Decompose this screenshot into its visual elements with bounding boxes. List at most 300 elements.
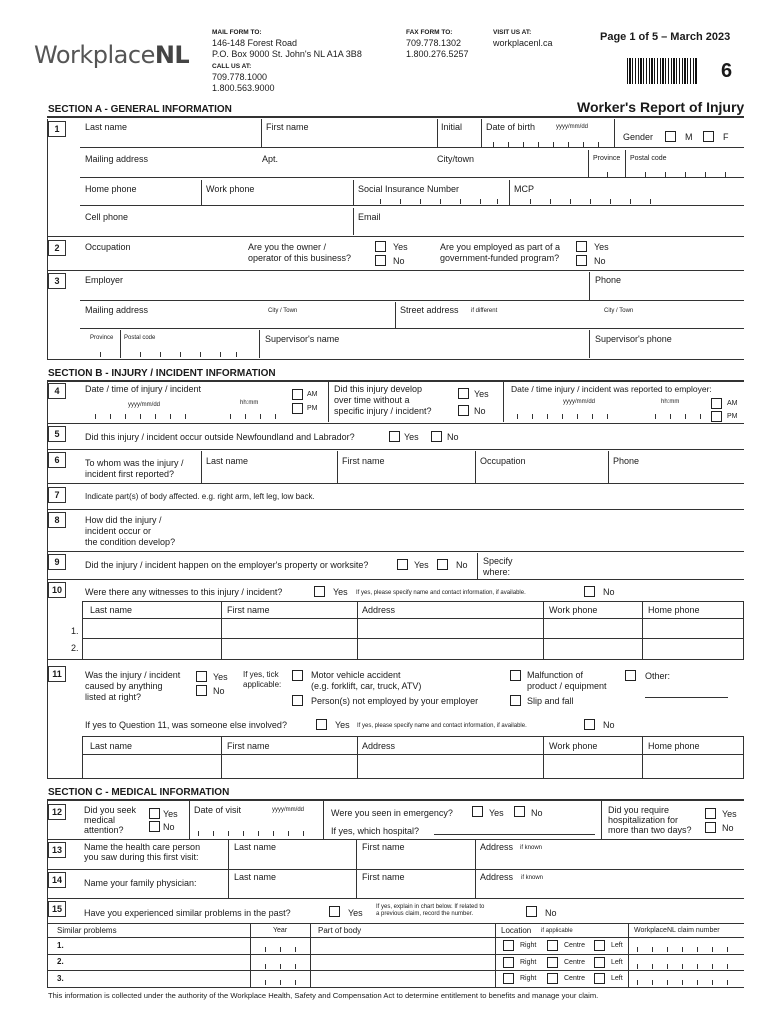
property-yes-checkbox[interactable] — [397, 559, 408, 570]
tick — [273, 831, 274, 836]
tick — [265, 964, 266, 969]
witness-col-work-phone: Work phone — [549, 605, 598, 615]
divider — [642, 601, 643, 659]
rule — [47, 270, 744, 271]
col-location: Location — [501, 926, 532, 935]
row3-centre-label: Centre — [564, 975, 586, 982]
tick — [303, 831, 304, 836]
tick — [650, 199, 651, 204]
tick — [697, 947, 698, 952]
witnesses-label: Were there any witnesses to this injury / incident? — [85, 587, 283, 597]
caused-by-line2: caused by anything — [85, 681, 163, 691]
divider — [221, 736, 222, 778]
gender-label: Gender — [623, 132, 654, 142]
witness-col-address: Address — [362, 605, 396, 615]
row3-right-label: Right — [520, 975, 537, 982]
involved-col-address: Address — [362, 741, 396, 751]
family-physician-label: Name your family physician: — [84, 878, 197, 888]
someone-yes-checkbox[interactable] — [316, 719, 327, 730]
tick — [610, 199, 611, 204]
mail-line2: P.O. Box 9000 St. John's NL A1A 3B8 — [212, 49, 362, 59]
tick — [295, 980, 296, 985]
tick — [682, 980, 683, 985]
rule — [82, 618, 744, 619]
footer-notice: This information is collected under the authority of the Workplace Health, Safety and Compensation Act to determine entitlement to benefits and manage your claim. — [48, 991, 599, 1000]
outside-nl-no-checkbox[interactable] — [431, 431, 442, 442]
owner-yes-checkbox[interactable] — [375, 241, 386, 252]
tick — [652, 964, 653, 969]
caused-by-line3: listed at right? — [85, 692, 142, 702]
cell-phone-label: Cell phone — [85, 212, 129, 222]
row2-left-checkbox[interactable] — [594, 957, 605, 968]
similar-row-1: 1. — [57, 941, 64, 950]
logo-brand-bold: NL — [154, 41, 190, 69]
hospital-label: If yes, which hospital? — [331, 826, 420, 836]
tick — [517, 414, 518, 419]
develop-yes-checkbox[interactable] — [458, 388, 469, 399]
divider — [120, 330, 121, 358]
body-parts-label: Indicate part(s) of body affected. e.g. right arm, left leg, low back. — [85, 492, 315, 501]
tick — [592, 414, 593, 419]
reported-am-label: AM — [727, 400, 738, 407]
col-year: Year — [273, 927, 288, 934]
owner-no-label: No — [393, 256, 405, 266]
caused-by-yes-checkbox[interactable] — [196, 671, 207, 682]
barcode — [627, 58, 697, 84]
hospitalization-line1: Did you require — [608, 805, 670, 815]
witnesses-yes-label: Yes — [333, 587, 348, 597]
row1-right-label: Right — [520, 942, 537, 949]
tick — [236, 352, 237, 357]
province-label: Province — [593, 155, 621, 162]
row2-right-checkbox[interactable] — [503, 957, 514, 968]
divider — [250, 923, 251, 987]
specify-line2: where: — [483, 567, 511, 577]
tick — [497, 199, 498, 204]
outside-nl-label: Did this injury / incident occur outside Newfoundland and Labrador? — [85, 432, 355, 442]
tick — [682, 947, 683, 952]
row3-right-checkbox[interactable] — [503, 973, 514, 984]
divider — [614, 119, 615, 147]
section-a-rule — [47, 116, 744, 118]
seek-yes-checkbox[interactable] — [149, 808, 160, 819]
divider — [357, 601, 358, 659]
row2-right-label: Right — [520, 959, 537, 966]
tick — [265, 947, 266, 952]
divider — [356, 870, 357, 898]
tick — [562, 414, 563, 419]
caused-by-no-label: No — [213, 686, 225, 696]
involved-col-last: Last name — [90, 741, 133, 751]
tick — [228, 831, 229, 836]
injury-date-format: yyyy/mm/dd — [128, 402, 161, 408]
divider — [221, 601, 222, 659]
divider — [323, 801, 324, 839]
sin-label: Social Insurance Number — [358, 184, 460, 194]
row1-left-checkbox[interactable] — [594, 940, 605, 951]
divider — [189, 801, 190, 839]
row1-right-checkbox[interactable] — [503, 940, 514, 951]
rule — [47, 483, 744, 484]
seek-line1: Did you seek — [84, 805, 137, 815]
injury-am-checkbox[interactable] — [292, 389, 303, 400]
tick — [577, 414, 578, 419]
divider — [261, 119, 262, 147]
tick — [630, 199, 631, 204]
employer-city-label: City / Town — [268, 308, 298, 314]
tick — [712, 947, 713, 952]
health-care-line2: you saw during this first visit: — [84, 852, 199, 862]
tick — [213, 831, 214, 836]
tick — [570, 199, 571, 204]
tick — [198, 831, 199, 836]
divider — [503, 382, 504, 422]
divider — [228, 870, 229, 898]
divider — [543, 736, 544, 778]
hospitalization-line3: more than two days? — [608, 825, 692, 835]
row2-left-label: Left — [611, 959, 623, 966]
divider — [395, 302, 396, 328]
malfunction-checkbox[interactable] — [510, 670, 521, 681]
tick — [712, 964, 713, 969]
section-c-title: SECTION C - MEDICAL INFORMATION — [48, 787, 230, 798]
tick — [258, 831, 259, 836]
divider — [543, 601, 544, 659]
gov-yes-label: Yes — [594, 242, 609, 252]
tick — [532, 414, 533, 419]
reported-to-occupation: Occupation — [480, 456, 526, 466]
q4-number: 4 — [48, 383, 66, 399]
tick — [530, 199, 531, 204]
involved-col-first: First name — [227, 741, 270, 751]
witness-col-home-phone: Home phone — [648, 605, 700, 615]
row3-centre-checkbox[interactable] — [547, 973, 558, 984]
similar-no-checkbox[interactable] — [526, 906, 537, 917]
divider — [475, 451, 476, 483]
occupation-label: Occupation — [85, 242, 131, 252]
divider — [353, 180, 354, 205]
develop-no-checkbox[interactable] — [458, 405, 469, 416]
row1-left-label: Left — [611, 942, 623, 949]
tick — [637, 947, 638, 952]
witnesses-no-checkbox[interactable] — [584, 586, 595, 597]
hospitalization-no-checkbox[interactable] — [705, 822, 716, 833]
mailing-address-label: Mailing address — [85, 154, 149, 164]
section-b-rule — [47, 380, 744, 382]
witness-col-first: First name — [227, 605, 270, 615]
how-occurred-line1: How did the injury / — [85, 515, 162, 525]
rule — [82, 754, 744, 755]
other-checkbox[interactable] — [625, 670, 636, 681]
reported-am-checkbox[interactable] — [711, 398, 722, 409]
tick — [697, 964, 698, 969]
gov-question-line1: Are you employed as part of a — [440, 242, 561, 252]
mva-checkbox[interactable] — [292, 670, 303, 681]
witnesses-no-label: No — [603, 587, 615, 597]
similar-no-label: No — [545, 908, 557, 918]
row2-centre-label: Centre — [564, 959, 586, 966]
tick — [243, 831, 244, 836]
tick — [140, 352, 141, 357]
rule — [47, 898, 744, 899]
mail-label: MAIL FORM TO: — [212, 29, 262, 36]
how-occurred-line2: incident occur or — [85, 526, 152, 536]
divider — [481, 119, 482, 147]
rule — [82, 638, 744, 639]
involved-col-work-phone: Work phone — [549, 741, 598, 751]
mva-line1: Motor vehicle accident — [311, 670, 401, 680]
tick — [170, 414, 171, 419]
dob-label: Date of birth — [486, 122, 536, 132]
divider — [589, 330, 590, 358]
seek-no-checkbox[interactable] — [149, 821, 160, 832]
street-address-label: Street address — [400, 305, 459, 315]
divider — [628, 923, 629, 987]
owner-question-line2: operator of this business? — [248, 253, 352, 263]
reported-to-last-name: Last name — [206, 456, 249, 466]
property-no-checkbox[interactable] — [437, 559, 448, 570]
slip-fall-checkbox[interactable] — [510, 695, 521, 706]
reported-to-phone: Phone — [613, 456, 640, 466]
employer-postal-label: Postal code — [124, 335, 156, 341]
q1-number: 1 — [48, 121, 66, 137]
tick — [670, 414, 671, 419]
divider — [82, 601, 83, 659]
similar-note-line1: If yes, explain in chart below. If related to — [376, 904, 485, 910]
seek-line3: attention? — [84, 825, 124, 835]
initial-label: Initial — [441, 122, 463, 132]
visit-date-format: yyyy/mm/dd — [272, 807, 305, 813]
property-no-label: No — [456, 560, 468, 570]
employer-province-label: Province — [90, 335, 114, 341]
tick — [180, 352, 181, 357]
gender-m-checkbox[interactable] — [665, 131, 676, 142]
postal-code-label: Postal code — [630, 155, 667, 162]
call-label: CALL US AT: — [212, 63, 252, 70]
tick — [547, 414, 548, 419]
witness-row-2: 2. — [71, 643, 79, 653]
tick — [420, 199, 421, 204]
reported-label: Date / time injury / incident was reported to employer: — [511, 384, 712, 394]
work-phone-label: Work phone — [206, 184, 255, 194]
rule — [80, 328, 744, 329]
q7-number: 7 — [48, 487, 66, 503]
caused-by-line1: Was the injury / incident — [85, 670, 181, 680]
left-border — [47, 800, 48, 987]
tick — [400, 199, 401, 204]
develop-question-line1: Did this injury develop — [334, 384, 423, 394]
rule — [80, 205, 744, 206]
gov-no-checkbox[interactable] — [576, 255, 587, 266]
rule — [47, 236, 744, 237]
row3-left-checkbox[interactable] — [594, 973, 605, 984]
health-care-if-known: if known — [520, 845, 543, 851]
outside-nl-yes-label: Yes — [404, 432, 419, 442]
how-occurred-line3: the condition develop? — [85, 537, 176, 547]
tick — [460, 199, 461, 204]
similar-problems-label: Have you experienced similar problems in the past? — [84, 908, 291, 918]
tick — [140, 414, 141, 419]
tick — [288, 831, 289, 836]
employer-phone-label: Phone — [595, 275, 622, 285]
divider — [477, 553, 478, 579]
similar-yes-checkbox[interactable] — [329, 906, 340, 917]
injury-time-format: hh:mm — [240, 400, 259, 406]
seek-no-label: No — [163, 822, 175, 832]
row1-centre-checkbox[interactable] — [547, 940, 558, 951]
health-care-last: Last name — [234, 842, 277, 852]
physician-if-known: if known — [521, 875, 544, 881]
rule — [47, 359, 744, 360]
tick — [220, 352, 221, 357]
q3-number: 3 — [48, 273, 66, 289]
apt-label: Apt. — [262, 154, 279, 164]
injury-pm-checkbox[interactable] — [292, 403, 303, 414]
left-border — [47, 381, 48, 778]
col-similar-problems: Similar problems — [57, 926, 117, 935]
seek-line2: medical — [84, 815, 116, 825]
q14-number: 14 — [48, 872, 66, 888]
tick — [125, 414, 126, 419]
q11-number: 11 — [48, 666, 66, 682]
mail-line1: 146-148 Forest Road — [212, 38, 298, 48]
row3-left-label: Left — [611, 975, 623, 982]
hospitalization-no-label: No — [722, 823, 734, 833]
street-city-label: City / Town — [604, 308, 634, 314]
hospitalization-yes-checkbox[interactable] — [705, 808, 716, 819]
section-a-title: SECTION A - GENERAL INFORMATION — [48, 104, 232, 115]
someone-no-checkbox[interactable] — [584, 719, 595, 730]
employer-mailing-label: Mailing address — [85, 305, 149, 315]
gov-yes-checkbox[interactable] — [576, 241, 587, 252]
tick — [652, 947, 653, 952]
emergency-no-checkbox[interactable] — [514, 806, 525, 817]
tick — [95, 414, 96, 419]
health-care-first: First name — [362, 842, 405, 852]
divider — [328, 382, 329, 422]
q5-number: 5 — [48, 426, 66, 442]
tick — [160, 352, 161, 357]
witness-col-last: Last name — [90, 605, 133, 615]
witnesses-yes-checkbox[interactable] — [314, 586, 325, 597]
gender-f-label: F — [723, 132, 729, 142]
reported-time-format: hh:mm — [661, 399, 680, 405]
injury-pm-label: PM — [307, 405, 318, 412]
someone-note: If yes, please specify name and contact information, if available. — [357, 723, 527, 729]
emergency-label: Were you seen in emergency? — [331, 808, 453, 818]
emergency-yes-label: Yes — [489, 808, 504, 818]
divider — [437, 119, 438, 147]
tick — [655, 414, 656, 419]
rule — [47, 551, 744, 552]
employer-label: Employer — [85, 275, 124, 285]
rule — [80, 177, 744, 178]
rule — [47, 579, 744, 580]
tick — [380, 199, 381, 204]
fax-line2: 1.800.276.5257 — [406, 49, 469, 59]
similar-note-line2: a previous claim, record the number. — [376, 911, 474, 917]
develop-question-line2: over time without a — [334, 395, 410, 405]
mva-line2: (e.g. forklift, car, truck, ATV) — [311, 681, 422, 691]
tick — [637, 980, 638, 985]
divider — [356, 840, 357, 869]
owner-no-checkbox[interactable] — [375, 255, 386, 266]
if-yes-tick-line2: applicable: — [243, 680, 282, 689]
someone-no-label: No — [603, 720, 615, 730]
rule — [47, 869, 744, 870]
physician-last: Last name — [234, 872, 277, 882]
rule — [47, 987, 744, 988]
q15-number: 15 — [48, 901, 66, 917]
col-claim-number: WorkplaceNL claim number — [634, 927, 720, 934]
rule — [47, 923, 744, 924]
first-reported-line2: incident first reported? — [85, 469, 175, 479]
tick — [652, 980, 653, 985]
rule — [82, 736, 744, 737]
emergency-yes-checkbox[interactable] — [472, 806, 483, 817]
rule — [47, 423, 744, 424]
other-underline[interactable] — [645, 697, 728, 698]
rule — [47, 659, 744, 660]
row1-centre-label: Centre — [564, 942, 586, 949]
other-label: Other: — [645, 671, 671, 681]
city-label: City/town — [437, 154, 475, 164]
divider — [353, 208, 354, 235]
first-name-label: First name — [266, 122, 309, 132]
visit-line1[interactable]: workplacenl.ca — [493, 38, 553, 48]
injury-am-label: AM — [307, 391, 318, 398]
not-employed-checkbox[interactable] — [292, 695, 303, 706]
rule — [47, 778, 744, 779]
tick — [727, 947, 728, 952]
hospital-underline[interactable] — [434, 834, 595, 835]
gender-f-checkbox[interactable] — [703, 131, 714, 142]
tick — [550, 199, 551, 204]
divider — [743, 736, 744, 778]
visit-date-label: Date of visit — [194, 805, 242, 815]
malfunction-line1: Malfunction of — [527, 670, 584, 680]
specify-line1: Specify — [483, 556, 513, 566]
seek-yes-label: Yes — [163, 809, 178, 819]
gender-m-label: M — [685, 132, 693, 142]
hospitalization-line2: hospitalization for — [608, 815, 679, 825]
divider — [475, 870, 476, 898]
row2-centre-checkbox[interactable] — [547, 957, 558, 968]
tick — [700, 414, 701, 419]
home-phone-label: Home phone — [85, 184, 137, 194]
tick — [727, 964, 728, 969]
tick — [440, 199, 441, 204]
divider — [588, 150, 589, 177]
tick — [280, 947, 281, 952]
q12-number: 12 — [48, 804, 66, 820]
caused-by-yes-label: Yes — [213, 672, 228, 682]
divider — [608, 451, 609, 483]
caused-by-no-checkbox[interactable] — [196, 685, 207, 696]
divider — [357, 736, 358, 778]
rule — [47, 839, 744, 840]
outside-nl-yes-checkbox[interactable] — [389, 431, 400, 442]
someone-yes-label: Yes — [335, 720, 350, 730]
reported-pm-checkbox[interactable] — [711, 411, 722, 422]
reported-pm-label: PM — [727, 413, 738, 420]
tick — [185, 414, 186, 419]
workplacenl-logo — [34, 41, 189, 69]
divider — [642, 736, 643, 778]
develop-yes-label: Yes — [474, 389, 489, 399]
tick — [637, 964, 638, 969]
divider — [201, 180, 202, 205]
